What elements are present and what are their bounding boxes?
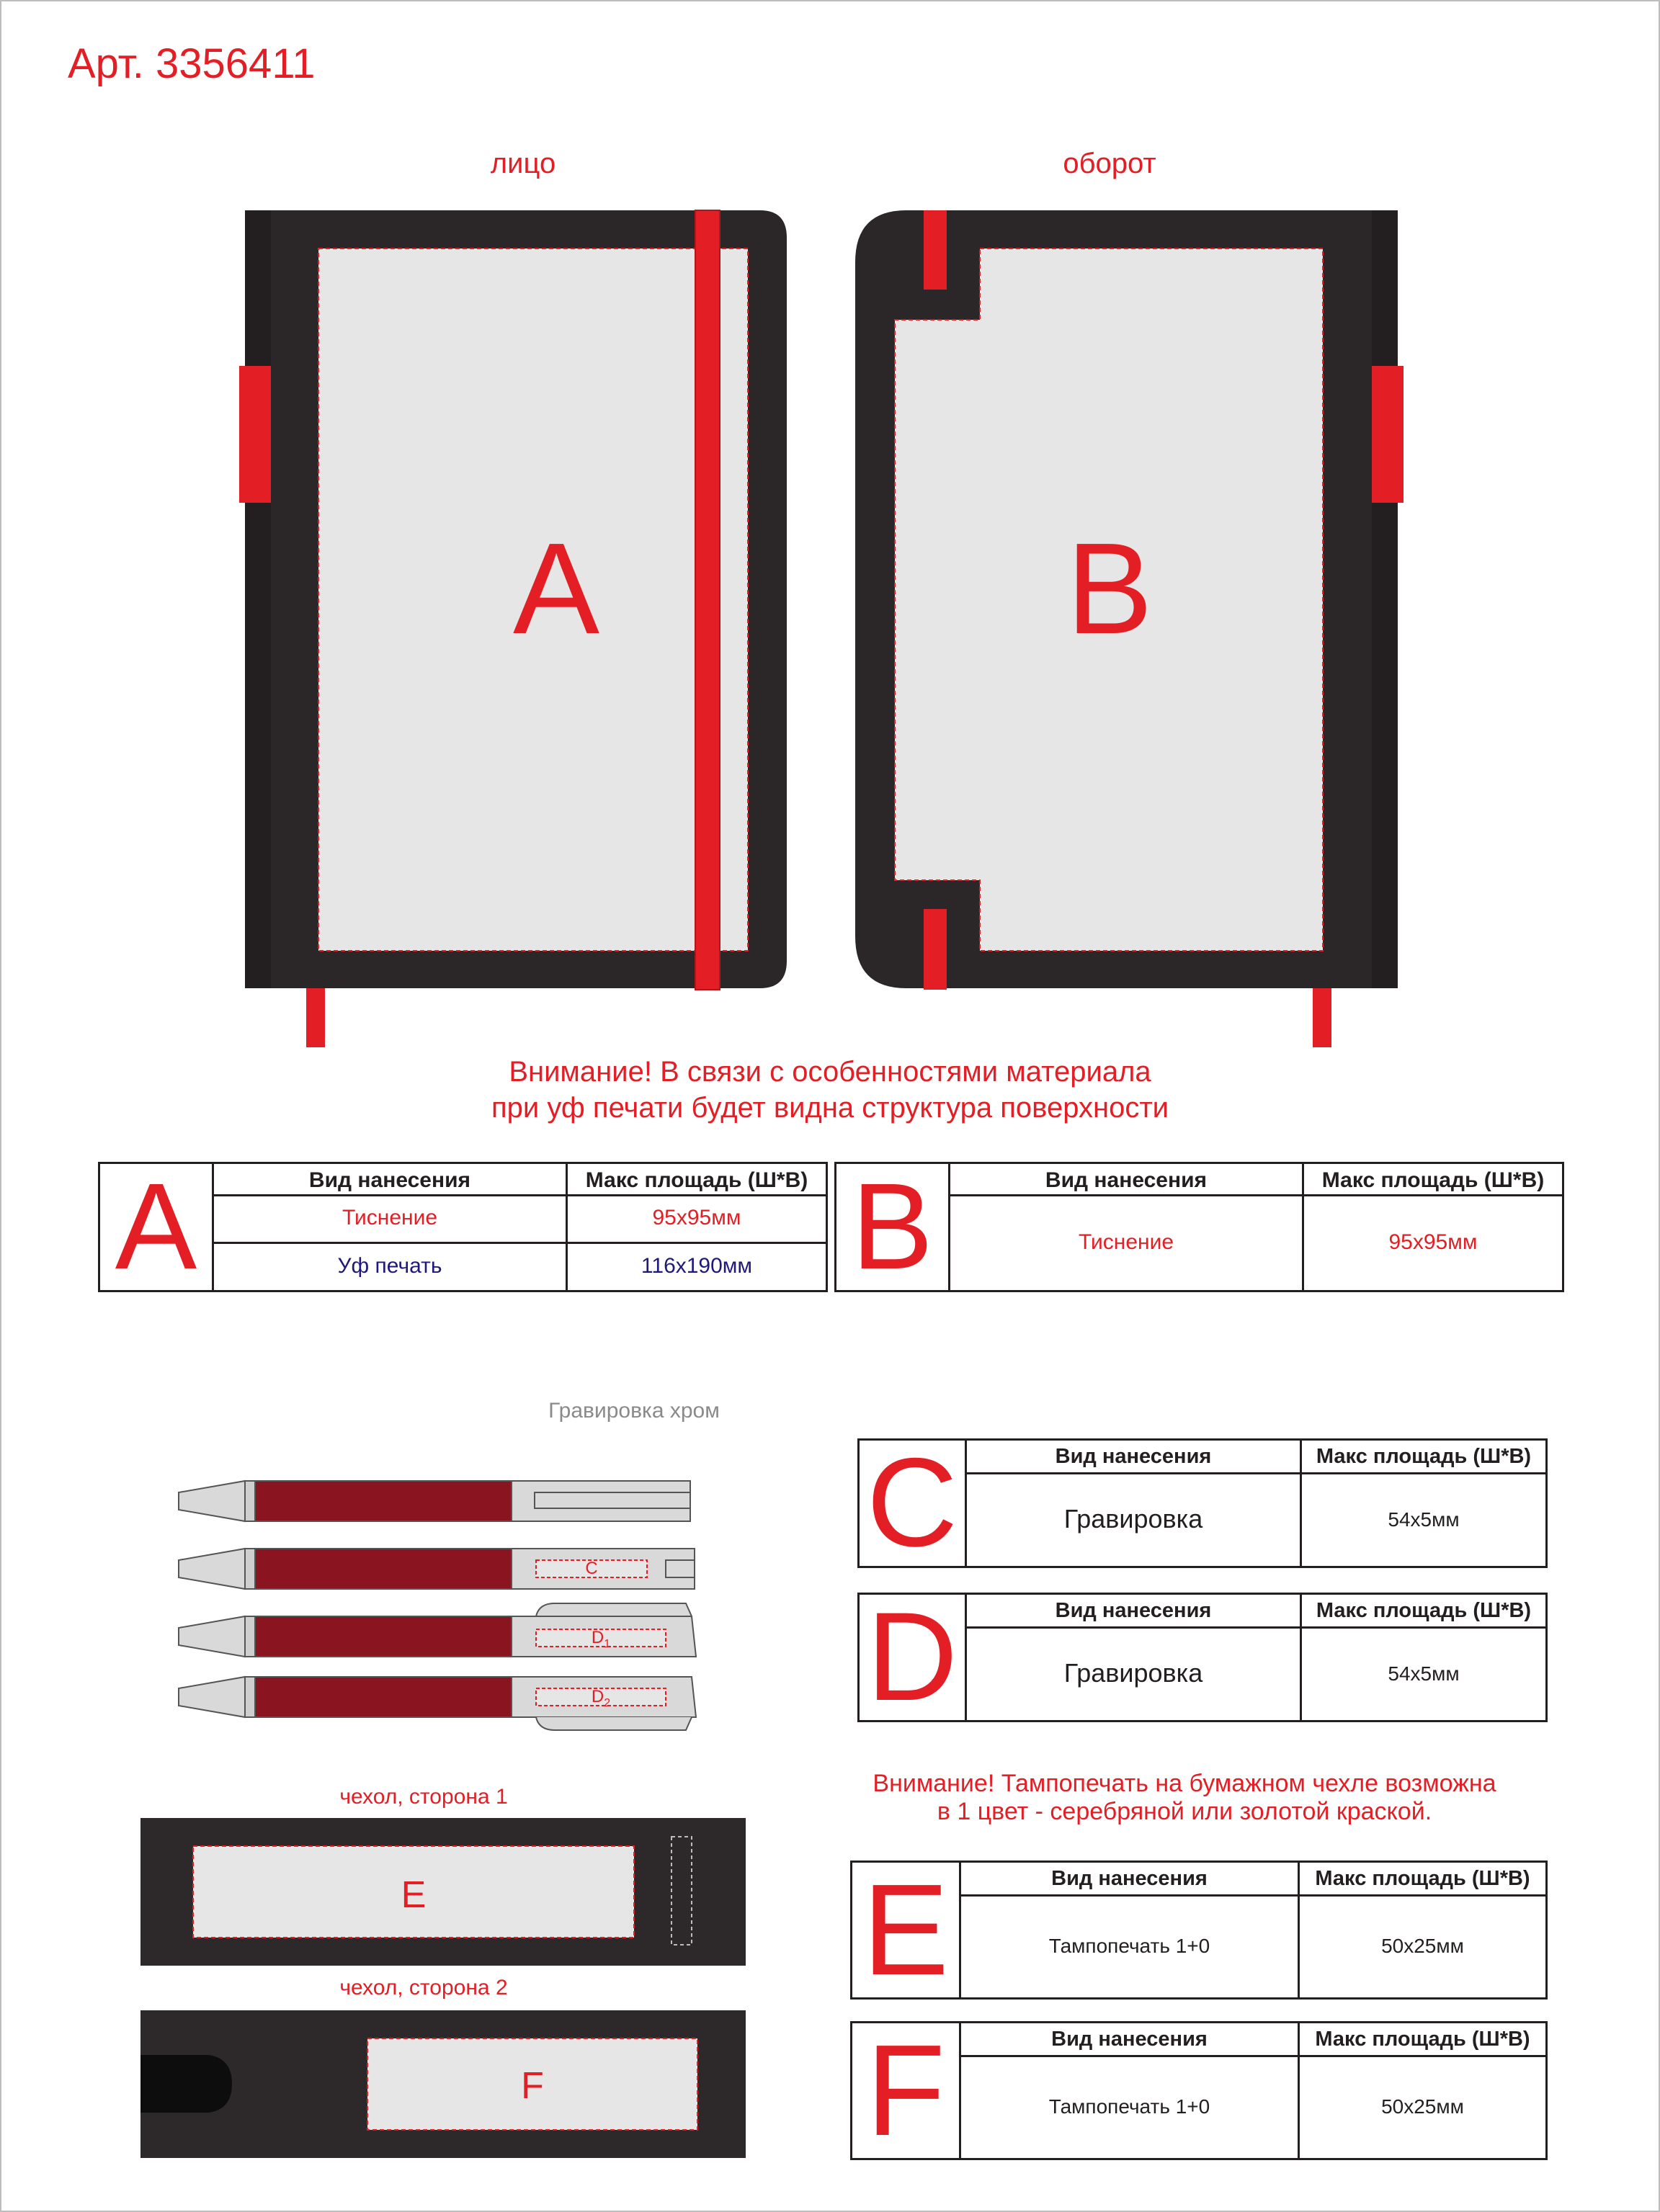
table-f-row1-method: Тампопечать 1+0 <box>1048 2095 1210 2118</box>
table-c-header-method: Вид нанесения <box>1055 1445 1212 1468</box>
notice-line-1: Внимание! В связи с особенностями материала <box>509 1056 1151 1088</box>
table-c-row1-method: Гравировка <box>1063 1504 1203 1533</box>
pen-engraving-caption: Гравировка хром <box>548 1399 720 1423</box>
zone-e-letter: E <box>401 1874 427 1916</box>
table-b-letter: B <box>836 1164 950 1290</box>
table-b-row1-size: 95х95мм <box>1388 1230 1478 1254</box>
table-e-row1-size: 50х25мм <box>1381 1935 1464 1957</box>
table-c-row1-size: 54х5мм <box>1388 1508 1460 1531</box>
table-a-letter: A <box>100 1164 214 1290</box>
table-e <box>850 1858 1548 2002</box>
table-d-row1-method: Гравировка <box>1063 1658 1203 1688</box>
table-b-header-size: Макс площадь (Ш*В) <box>1321 1168 1545 1192</box>
sleeve-side-2 <box>140 2010 746 2158</box>
zone-c-letter: C <box>585 1559 598 1578</box>
table-a-row2-size: 116х190мм <box>641 1254 753 1278</box>
table-f-header-size: Макс площадь (Ш*В) <box>1315 2028 1530 2051</box>
table-a-row2-method: Уф печать <box>337 1254 442 1278</box>
back-label: оборот <box>1063 148 1156 179</box>
table-e-header-size: Макс площадь (Ш*В) <box>1315 1867 1530 1890</box>
table-f-letter: F <box>852 2023 961 2158</box>
zone-b-letter: B <box>1066 516 1153 661</box>
article-number: Арт. 3356411 <box>68 40 316 87</box>
table-d-letter: D <box>860 1595 967 1720</box>
table-d-header-size: Макс площадь (Ш*В) <box>1316 1599 1532 1622</box>
table-e-header-method: Вид нанесения <box>1051 1867 1208 1890</box>
table-a-row1-method: Тиснение <box>342 1206 438 1230</box>
table-b-header-method: Вид нанесения <box>1045 1168 1208 1192</box>
table-e-letter: E <box>852 1863 961 1997</box>
table-f-header-method: Вид нанесения <box>1051 2028 1208 2051</box>
front-label: лицо <box>490 148 556 179</box>
zone-f-letter: F <box>521 2065 544 2107</box>
notice-line-2: при уф печати будет видна структура поверхности <box>491 1092 1169 1124</box>
table-d-row1-size: 54х5мм <box>1388 1662 1460 1685</box>
sleeve-side1-label: чехол, сторона 1 <box>339 1785 508 1809</box>
sleeve-thumb-cutout <box>140 2055 232 2113</box>
table-a-row1-size: 95х95мм <box>652 1206 741 1230</box>
zone-a-letter: A <box>512 516 600 661</box>
sleeve-side2-label: чехол, сторона 2 <box>339 1976 508 2000</box>
table-b-row1-method: Тиснение <box>1078 1230 1174 1254</box>
table-a-header-size: Макс площадь (Ш*В) <box>585 1168 808 1192</box>
table-e-row1-method: Тампопечать 1+0 <box>1048 1935 1210 1957</box>
table-f <box>850 2018 1548 2163</box>
table-a-header-method: Вид нанесения <box>308 1168 471 1192</box>
table-d-header-method: Вид нанесения <box>1055 1599 1212 1622</box>
sleeve-notice-line-1: Внимание! Тампопечать на бумажном чехле возможна <box>873 1770 1496 1797</box>
zone-d2-main: D <box>591 1687 604 1706</box>
table-c-header-size: Макс площадь (Ш*В) <box>1316 1445 1532 1468</box>
zone-d1-sub: 1 <box>604 1637 611 1650</box>
sleeve-notice-line-2: в 1 цвет - серебряной или золотой краской. <box>937 1798 1432 1825</box>
table-c-letter: C <box>860 1441 967 1566</box>
zone-d1-main: D <box>591 1628 604 1647</box>
zone-d2-sub: 2 <box>604 1696 611 1709</box>
table-f-row1-size: 50х25мм <box>1381 2095 1464 2118</box>
